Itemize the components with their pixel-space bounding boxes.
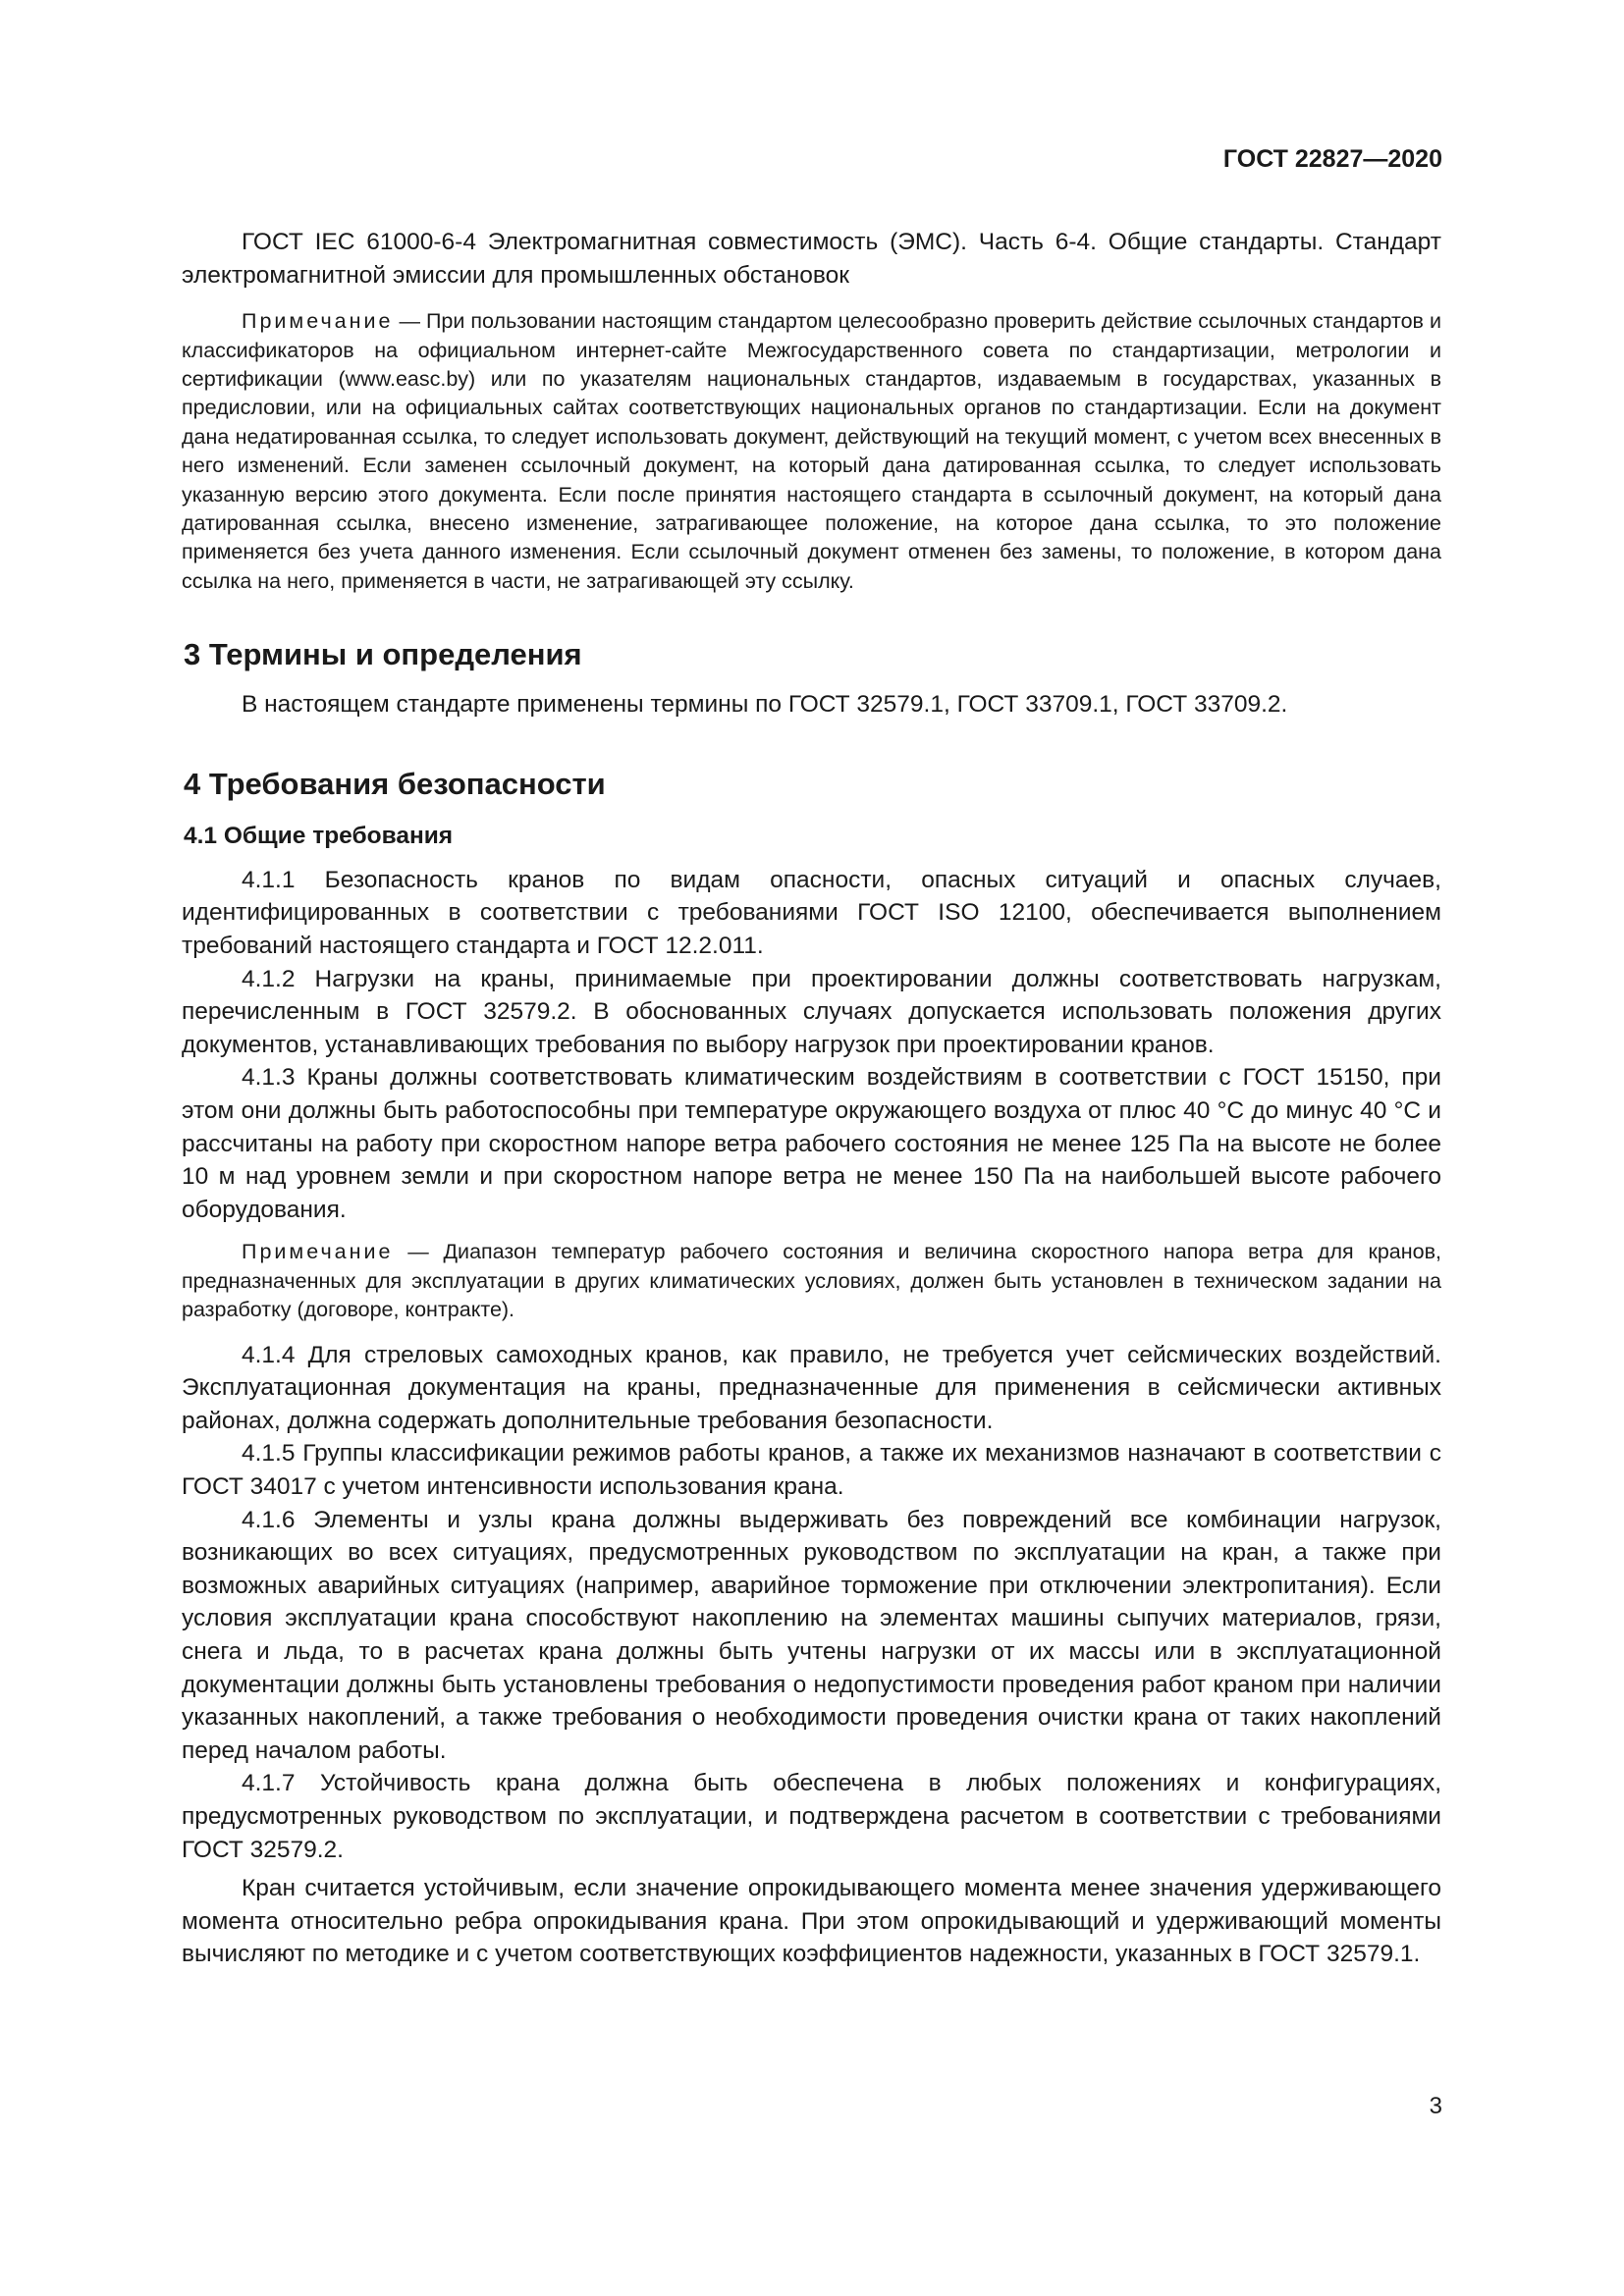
clause-4-1-7: 4.1.7 Устойчивость крана должна быть обеспечена в любых положениях и конфигурациях, предусмотренных руководством по эксплуатации, и подтверждена расчетом в соответствии с требованиями ГОСТ 32579.2. <box>182 1770 1441 1863</box>
note-label: Примечание <box>242 309 394 334</box>
section-4-title: 4 Требования безопасности <box>184 766 606 801</box>
page-content <box>182 226 1441 1971</box>
subsection-4-1-title: 4.1 Общие требования <box>184 822 454 849</box>
clause-4-1-6: 4.1.6 Элементы и узлы крана должны выдерживать без повреждений все комбинации нагрузок, возникающих во всех ситуациях, предусмотренных руководством по эксплуатации на кран, а также при возможных аварийных ситуациях (например, аварийное торможение при отключении электропитания). Если условия эксплуатации крана способствуют накоплению на элементах машины сыпучих материалов, грязи, снега и льда, то в расчетах крана должны быть учтены нагрузки от их массы или в эксплуатационной документации должны быть установлены требования о недопустимости проведения работ краном при наличии указанных накоплений, а также требования о необходимости проведения очистки крана от таких накоплений перед началом работы. <box>182 1506 1441 1764</box>
reference-item: ГОСТ IEC 61000-6-4 Электромагнитная совместимость (ЭМС). Часть 6-4. Общие стандарты. Стандарт электромагнитной эмиссии для промышленных обстановок <box>182 229 1441 289</box>
clause-4-1-3: 4.1.3 Краны должны соответствовать климатическим воздействиям в соответствии с ГОСТ 15150, при этом они должны быть работоспособны при температуре окружающего воздуха от плюс 40 °С до минус 40 °С и рассчитаны на работу при скоростном напоре ветра рабочего состояния не менее 125 Па на высоте не более 10 м над уровнем земли и при скоростном напоре ветра не менее 150 Па на наибольшей высоте рабочего оборудования. <box>182 1064 1441 1223</box>
note-label: Примечание <box>242 1240 394 1264</box>
page-number: 3 <box>1429 2093 1442 2119</box>
document-code: ГОСТ 22827—2020 <box>1222 145 1442 173</box>
clause-4-1-4: 4.1.4 Для стреловых самоходных кранов, как правило, не требуется учет сейсмических воздействий. Эксплуатационная документация на краны, предназначенные для применения в сейсмически активных районах, должна содержать дополнительные требования безопасности. <box>182 1341 1441 1434</box>
clause-4-1-1: 4.1.1 Безопасность кранов по видам опасности, опасных ситуаций и опасных случаев, идентифицированных в соответствии с требованиями ГОСТ ISO 12100, обеспечивается выполнением требований настоящего стандарта и ГОСТ 12.2.011. <box>182 866 1441 960</box>
note-text: — Диапазон температур рабочего состояния и величина скоростного напора ветра для кранов, предназначенных для эксплуатации в других климатических условиях, должен быть установлен в техническом задании на разработку (договоре, контракте). <box>182 1240 1441 1322</box>
clause-4-1-5: 4.1.5 Группы классификации режимов работы кранов, а также их механизмов назначают в соответствии с ГОСТ 34017 с учетом интенсивности использования крана. <box>182 1440 1441 1500</box>
section-3-title: 3 Термины и определения <box>184 637 582 672</box>
note-text: — При пользовании настоящим стандартом целесообразно проверить действие ссылочных стандартов и классификаторов на официальном интернет-сайте Межгосударственного совета по стандартизации, метрологии и сертификации (www.easc.by) или по указателям национальных стандартов, издаваемым в государствах, указанных в предисловии, или на официальных сайтах соответствующих национальных органов по стандартизации. Если на документ дана недатированная ссылка, то следует использовать документ, действующий на текущий момент, с учетом всех внесенных в него изменений. Если заменен ссылочный документ, на который дана датированная ссылка, то следует использовать указанную версию этого документа. Если после принятия настоящего стандарта в ссылочный документ, на который дана датированная ссылка, внесено изменение, затрагивающее положение, на которое дана ссылка, то это положение применяется без учета данного изменения. Если ссылочный документ отменен без замены, то положение, в котором дана ссылка на него, применяется в части, не затрагивающей эту ссылку. <box>182 309 1441 593</box>
section-3-text: В настоящем стандарте применены термины по ГОСТ 32579.1, ГОСТ 33709.1, ГОСТ 33709.2. <box>242 691 1288 719</box>
clause-4-1-2: 4.1.2 Нагрузки на краны, принимаемые при проектировании должны соответствовать нагрузкам, перечисленным в ГОСТ 32579.2. В обоснованных случаях допускается использовать положения других документов, устанавливающих требования по выбору нагрузок при проектировании кранов. <box>182 965 1441 1058</box>
clause-4-1-7-stability: Кран считается устойчивым, если значение опрокидывающего момента менее значения удерживающего момента относительно ребра опрокидывания крана. При этом опрокидывающий и удерживающий моменты вычисляют по методике и с учетом соответствующих коэффициентов надежности, указанных в ГОСТ 32579.1. <box>182 1875 1441 1968</box>
reference-note <box>182 307 1441 596</box>
clause-4-1-3-note <box>182 1238 1441 1324</box>
